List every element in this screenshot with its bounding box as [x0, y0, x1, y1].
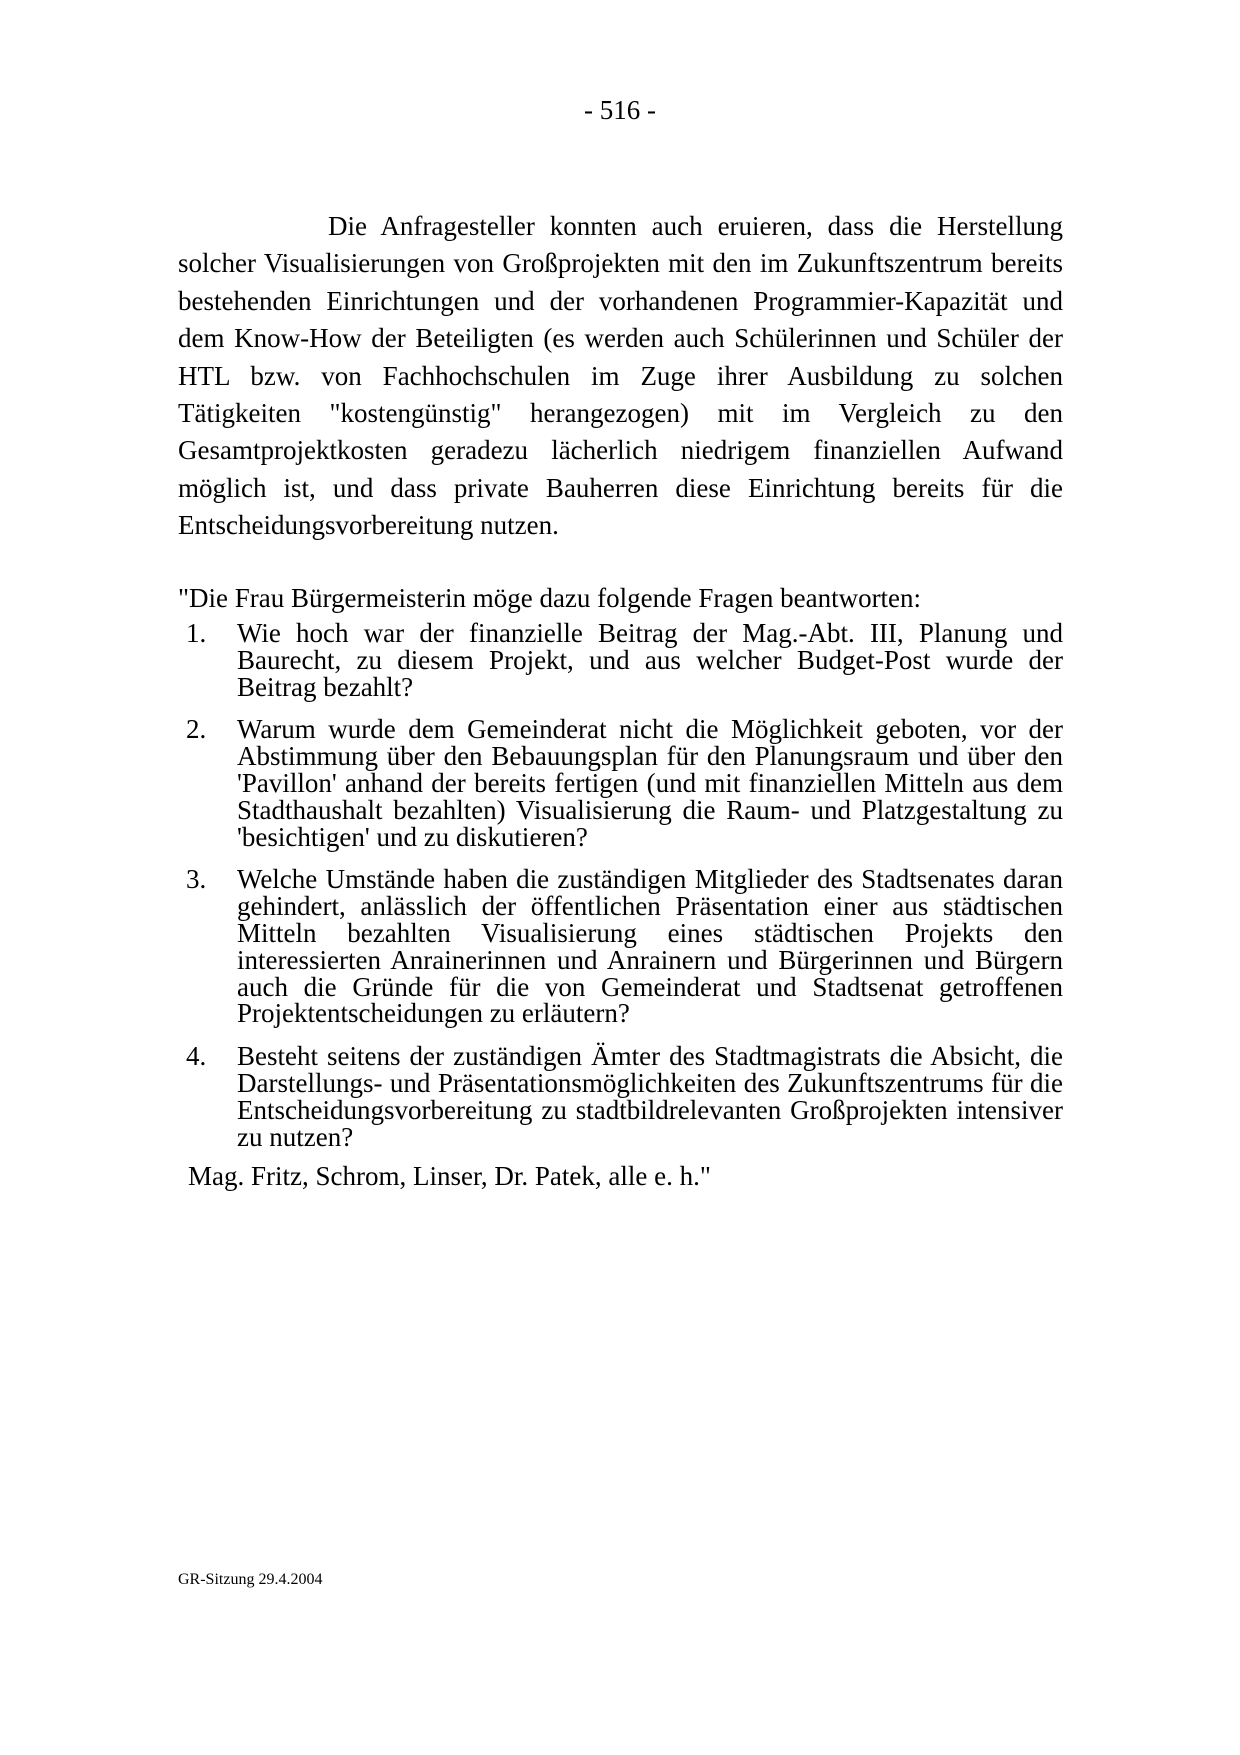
question-number: 4. — [186, 1041, 207, 1072]
signatories: Mag. Fritz, Schrom, Linser, Dr. Patek, alle e. h." — [188, 1161, 711, 1191]
question-number: 3. — [186, 864, 207, 895]
question-item-4 — [178, 1043, 1063, 1150]
footer-session-date: GR-Sitzung 29.4.2004 — [178, 1571, 323, 1588]
question-text: Besteht seitens der zuständigen Ämter des Stadtmagistrats die Absicht, die Darstellungs- und Präsentationsmöglichkeiten des Zukunftszentrums für die Entscheidungsvorbereitung zu stadtbildrelevanten Großprojekten intensiver zu nutzen? — [237, 1041, 1063, 1152]
question-list — [178, 620, 1063, 1166]
page-number: - 516 - — [584, 95, 656, 125]
question-item-3 — [178, 866, 1063, 1027]
intro-paragraph: Die Anfragesteller konnten auch eruieren, dass die Herstellung solcher Visualisierungen von Großprojekten mit den im Zukunftszentrum bereits bestehenden Einrichtungen und der vorhandenen Programmier-Kapazität und dem Know-How der Beteiligten (es werden auch Schülerinnen und Schüler der HTL bzw. von Fachhochschulen im Zuge ihrer Ausbildung zu solchen Tätigkeiten "kostengünstig" herangezogen) mit im Vergleich zu den Gesamtprojektkosten geradezu lächerlich niedrigem finanziellen Aufwand möglich ist, und dass private Bauherren diese Einrichtung bereits für die Entscheidungsvorbereitung nutzen. — [178, 211, 1063, 541]
question-item-1 — [178, 620, 1063, 700]
question-text: Wie hoch war der finanzielle Beitrag der Mag.-Abt. III, Planung und Baurecht, zu diesem Projekt, und aus welcher Budget-Post wurde der Beitrag bezahlt? — [237, 618, 1063, 702]
questions-lead: "Die Frau Bürgermeisterin möge dazu folgende Fragen beantworten: — [178, 583, 922, 613]
question-number: 2. — [186, 714, 207, 745]
question-item-2 — [178, 716, 1063, 850]
question-text: Welche Umstände haben die zuständigen Mitglieder des Stadtsenates daran gehindert, anlässlich der öffentlichen Präsentation einer aus städtischen Mitteln bezahlten Visualisierung eines städtischen Projekts den interessierten Anrainerinnen und Anrainern und Bürgerinnen und Bürgern auch die Gründe für die von Gemeinderat und Stadtsenat getroffenen Projektentscheidungen zu erläutern? — [237, 864, 1063, 1029]
question-number: 1. — [186, 618, 207, 648]
question-text: Warum wurde dem Gemeinderat nicht die Möglichkeit geboten, vor der Abstimmung über den Bebauungsplan für den Planungsraum und über den 'Pavillon' anhand der bereits fertigen (und mit finanziellen Mitteln aus dem Stadthaushalt bezahlten) Visualisierung die Raum- und Platzgestaltung zu 'besichtigen' und zu diskutieren? — [237, 714, 1063, 852]
